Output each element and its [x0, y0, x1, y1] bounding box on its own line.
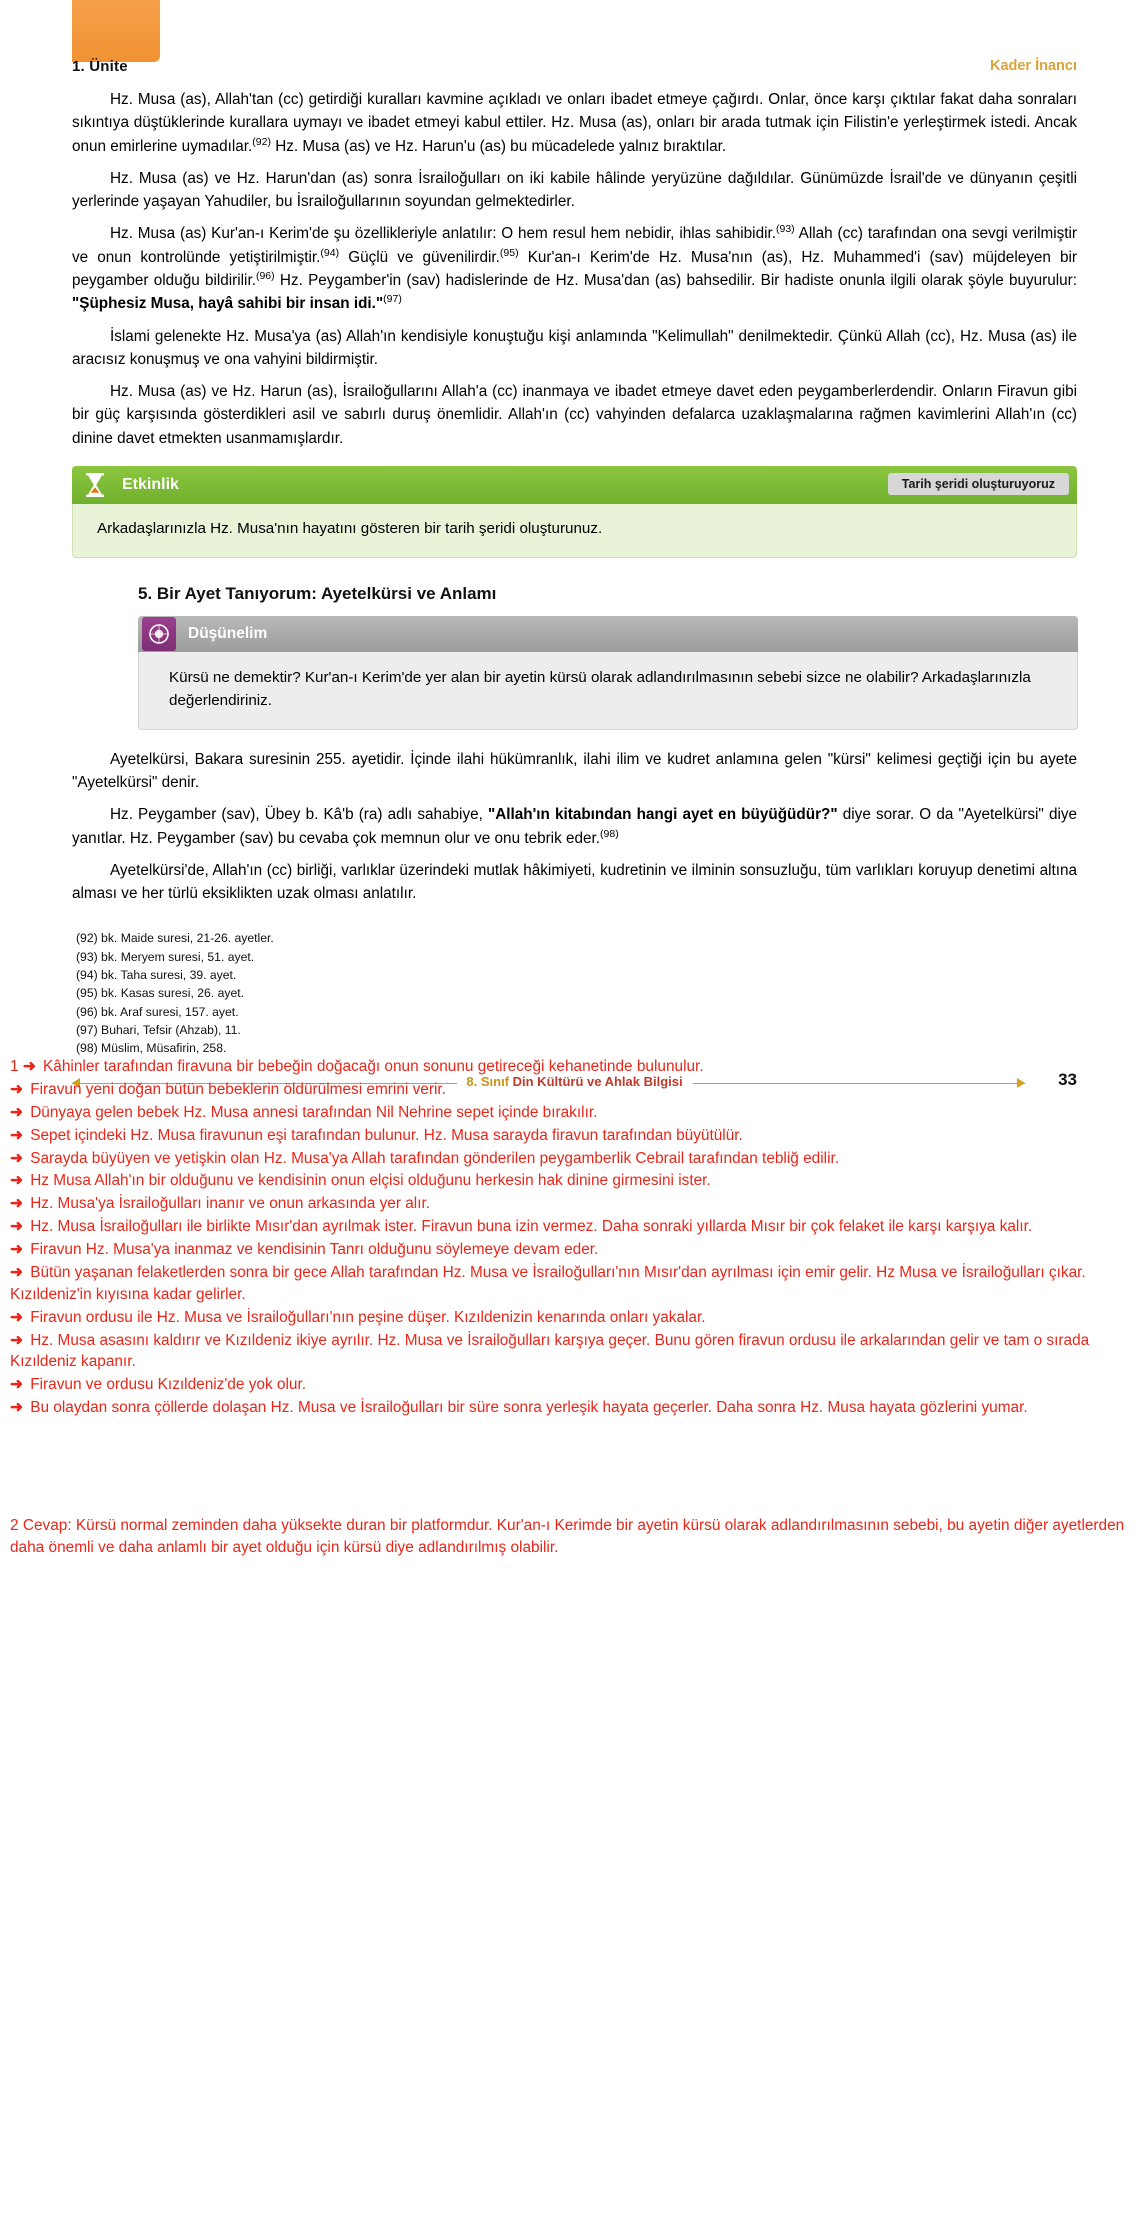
- footnote-ref-97: (97): [383, 293, 402, 306]
- annotation-line: [10, 1262, 1140, 1306]
- annotation-line: [10, 1079, 1140, 1101]
- annotation-text: Hz. Musa'ya İsrailoğulları inanır ve onun arkasında yer alır.: [30, 1195, 431, 1213]
- arrow-right-icon: ➜: [10, 1376, 23, 1394]
- annotation-line: [10, 1125, 1140, 1147]
- annotation-line: [10, 1193, 1140, 1215]
- annotation-line: [10, 1102, 1140, 1124]
- footnote-item: (93) bk. Meryem suresi, 51. ayet.: [76, 949, 255, 964]
- activity-title: Etkinlik: [122, 475, 179, 493]
- paragraph-3-e: Hz. Peygamber'in (sav) hadislerinde de Hz. Musa'dan (as) bahsedilir. Bir hadiste onunla ilgili olarak şöyle buyurulur:: [279, 272, 1077, 290]
- think-box: [138, 616, 1078, 730]
- footnote-item: (97) Buhari, Tefsir (Ahzab), 11.: [76, 1022, 241, 1037]
- annotation-text: Dünyaya gelen bebek Hz. Musa annesi tarafından Nil Nehrine sepet içinde bırakılır.: [30, 1103, 598, 1121]
- arrow-right-icon: ➜: [10, 1195, 23, 1213]
- annotation-text: Bu olaydan sonra çöllerde dolaşan Hz. Musa ve İsrailoğulları bir süre sonra yerleşik hayata geçerler. Daha sonra Hz. Musa hayata gözlerini yumar.: [30, 1399, 1028, 1417]
- thinking-head-icon: [142, 617, 176, 651]
- chapter-label: Kader İnancı: [989, 58, 1077, 74]
- arrow-right-icon: ➜: [10, 1172, 23, 1190]
- annotation-line: [10, 1374, 1140, 1396]
- annotation-answer-2: 2 Cevap: Kürsü normal zeminden daha yüksekte duran bir platformdur. Kur'an-ı Kerimde bir ayetin kürsü olarak adlandırılmasının sebebi, bu ayetin diğer ayetlerden daha önemli ve daha anlamlı bir ayet olduğu için kürsü diye adlandırılmış olabilir.: [10, 1517, 1125, 1557]
- arrow-right-icon: ➜: [10, 1149, 23, 1167]
- annotation-text: Hz. Musa asasını kaldırır ve Kızıldeniz ikiye ayrılır. Hz. Musa ve İsrailoğulları karşıya geçer. Bunu gören firavun ordusu ile arkalarından gelir ve tam o sırada Kızıldeniz kapanır.: [10, 1331, 1090, 1371]
- annotation-line: [10, 1397, 1140, 1419]
- annotation-text: Sarayda büyüyen ve yetişkin olan Hz. Musa'ya Allah tarafından gönderilen peygamberlik Cebrail tarafından tebliğ edilir.: [30, 1149, 840, 1167]
- paragraph-1-tail: Hz. Musa (as) ve Hz. Harun'u (as) bu mücadelede yalnız bıraktılar.: [275, 137, 727, 155]
- annotation-text: Hz Musa Allah'ın bir olduğunu ve kendisinin onun elçisi olduğunu herkesin hak dinine girmesini ister.: [30, 1172, 711, 1190]
- footnote-item: (96) bk. Araf suresi, 157. ayet.: [76, 1004, 239, 1019]
- activity-tag: Tarih şeridi oluşturuyoruz: [888, 473, 1069, 495]
- arrow-right-icon: ➜: [10, 1241, 23, 1258]
- annotation-line: [10, 1239, 1140, 1261]
- main-content: [72, 88, 1077, 1094]
- activity-header: [72, 466, 1077, 504]
- annotation-answer-1: [10, 1056, 1140, 1420]
- think-title: Düşünelim: [188, 624, 268, 642]
- arrow-right-icon: ➜: [10, 1263, 23, 1281]
- footnote-ref-96: (96): [255, 270, 275, 283]
- footnote-ref-95: (95): [499, 246, 519, 259]
- annotation-line: [10, 1170, 1140, 1192]
- footnote-item: (94) bk. Taha suresi, 39. ayet.: [76, 968, 237, 983]
- unit-corner-tab: [72, 0, 160, 62]
- page-number: 33: [1058, 1069, 1077, 1089]
- paragraph-2: Hz. Musa (as) ve Hz. Harun'dan (as) sonra İsrailoğulları on iki kabile hâlinde yeryüzüne dağıldılar. Günümüzde İsrail'de ve dünyanın çeşitli yerlerinde yaşayan Yahudiler, bu İsrailoğullarının soyundan gelmektedirler.: [72, 169, 1077, 211]
- quoted-question: "Allah'ın kitabından hangi ayet en büyüğüdür?": [487, 806, 838, 824]
- annotation-number: 1: [10, 1058, 19, 1075]
- arrow-right-icon: ➜: [10, 1399, 23, 1417]
- paragraph-7: [72, 803, 1077, 850]
- section-heading: 5. Bir Ayet Tanıyorum: Ayetelkürsi ve Anlamı: [138, 583, 497, 603]
- annotation-text: Kâhinler tarafından firavuna bir bebeğin doğacağı onun sonunu getireceği kehanetinde bulunulur.: [43, 1058, 704, 1075]
- annotation-text: Bütün yaşanan felaketlerden sonra bir gece Allah tarafından Hz. Musa ve İsrailoğulları'nın Mısır'dan ayrılması için emir gelir. Hz Musa ve İsrailoğulları çıkar. Kızıldeniz'in kıyısına kadar gelirler.: [10, 1263, 1086, 1303]
- footnote-ref-98: (98): [600, 827, 619, 840]
- paragraph-7-c: diye sorar. O da "Ayetelkürsi" diye yanıtlar. Hz. Peygamber (sav) bu cevaba çok memnun olur ve onu tebrik eder.: [72, 806, 1078, 847]
- footnote-ref-92: (92): [252, 135, 271, 148]
- annotation-text: Firavun yeni doğan bütün bebeklerin öldürülmesi emrini verir.: [30, 1080, 446, 1098]
- paragraph-8: Ayetelkürsi'de, Allah'ın (cc) birliği, varlıklar üzerindeki mutlak hâkimiyeti, kudretinin ve ilminin sonsuzluğu, tüm varlıkları koruyup denetimi altına alması ve her türlü eksiklikten uzak olması anlatılır.: [72, 861, 1077, 903]
- footnote-ref-93: (93): [776, 223, 795, 236]
- arrow-right-icon: ➜: [10, 1126, 23, 1144]
- footer-grade: 8. Sınıf: [466, 1073, 513, 1089]
- footer-course: Din Kültürü ve Ahlak Bilgisi: [512, 1073, 683, 1089]
- arrow-right-icon: ➜: [10, 1103, 23, 1121]
- annotation-line: [10, 1307, 1140, 1329]
- paragraph-4: İslami gelenekte Hz. Musa'ya (as) Allah'ın kendisiyle konuştuğu kişi anlamında "Kelimullah" denilmektedir. Çünkü Allah (cc), Hz. Musa (as) ile aracısız konuşmuş ve ona vahyini bildirmiştir.: [72, 327, 1077, 368]
- page-header: [72, 58, 1077, 75]
- annotation-line: [10, 1216, 1140, 1238]
- activity-body: Arkadaşlarınızla Hz. Musa'nın hayatını gösteren bir tarih şeridi oluşturunuz.: [72, 504, 1077, 558]
- paragraph-3: [72, 222, 1077, 315]
- annotation-text: Hz. Musa İsrailoğulları ile birlikte Mısır'dan ayrılmak ister. Firavun buna izin vermez. Daha sonraki yıllarda Mısır bir çok felaket ile karşı karşıya kalır.: [30, 1218, 1033, 1236]
- paragraph-7-a: Hz. Peygamber (sav), Übey b. Kâ'b (ra) adlı sahabiye,: [110, 806, 483, 824]
- annotation-line: [10, 1056, 1140, 1078]
- annotation-text: Sepet içindeki Hz. Musa firavunun eşi tarafından bulunur. Hz. Musa sarayda firavun tarafından büyütülür.: [30, 1126, 743, 1144]
- footnote-item: (95) bk. Kasas suresi, 26. ayet.: [76, 986, 244, 1001]
- paragraph-1: [72, 88, 1077, 158]
- hourglass-icon: [78, 468, 112, 502]
- arrow-right-icon: ➜: [10, 1080, 23, 1098]
- footnote-ref-94: (94): [320, 246, 340, 259]
- annotation-line: [10, 1148, 1140, 1170]
- paragraph-3-b: Allah (cc) tarafından ona sevgi verilmiştir ve onun kontrolünde yetiştirilmiştir.: [72, 225, 1078, 266]
- annotation-text: Firavun ve ordusu Kızıldeniz'de yok olur.: [30, 1376, 307, 1394]
- arrow-right-icon: ➜: [10, 1308, 23, 1326]
- footnote-item: (98) Müslim, Müsafirin, 258.: [76, 1041, 227, 1056]
- think-body: Kürsü ne demektir? Kur'an-ı Kerim'de yer alan bir ayetin kürsü olarak adlandırılmasının sebebi sizce ne olabilir? Arkadaşlarınızla değerlendiriniz.: [138, 652, 1078, 730]
- footnote-item: (92) bk. Maide suresi, 21-26. ayetler.: [76, 931, 274, 946]
- arrow-right-icon: ➜: [10, 1218, 23, 1236]
- think-header: [138, 616, 1078, 652]
- paragraph-6: Ayetelkürsi, Bakara suresinin 255. ayetidir. İçinde ilahi hükümranlık, ilahi ilim ve kudret anlamına gelen "kürsi" kelimesi geçtiği için bu ayete "Ayetelkürsi" denir.: [72, 750, 1077, 792]
- annotation-text: Firavun ordusu ile Hz. Musa ve İsrailoğulları'nın peşine düşer. Kızıldenizin kenarında onları yakalar.: [30, 1308, 706, 1326]
- hadith-quote: "Şüphesiz Musa, hayâ sahibi bir insan idi.": [72, 295, 384, 313]
- paragraph-3-d: Kur'an-ı Kerim'de Hz. Musa'nın (as), Hz. Muhammed'i (sav) müjdeleyen bir peygamber olduğu bildirilir.: [72, 248, 1077, 290]
- unit-label: 1. Ünite: [72, 58, 128, 75]
- paragraph-1-text: Hz. Musa (as), Allah'tan (cc) getirdiği kuralları kavmine açıkladı ve onları ibadet etmeye çağırdı. Onlar, önce karşı çıktılar fakat daha sonraları sıkıntıya düştüklerinde kurallara uymayı ve ibadet etmeyi kabul ettiler. Hz. Musa (as), onları bir arada tutmak için Filistin'e yerleştirmek istedi. Ancak onun emirlerine uymadılar.: [72, 91, 1077, 155]
- annotation-line: [10, 1330, 1140, 1374]
- paragraph-3-c: Güçlü ve güvenilirdir.: [348, 248, 500, 266]
- arrow-right-icon: ➜: [10, 1331, 23, 1349]
- footnotes: [72, 929, 1077, 1057]
- arrow-right-icon: ➜: [22, 1058, 36, 1075]
- paragraph-3-a: Hz. Musa (as) Kur'an-ı Kerim'de şu özellikleriyle anlatılır: O hem resul hem nebidir, ihlas sahibidir.: [110, 225, 776, 243]
- paragraph-5: Hz. Musa (as) ve Hz. Harun (as), İsrailoğullarını Allah'a (cc) inanmaya ve ibadet etmeye davet eden peygamberlerdendir. Onların Firavun gibi bir güç karşısında gösterdikleri asil ve sabırlı duruş önemlidir. Allah'ın (cc) vahyinden defalarca uzaklaşmalarına rağmen kavimlerini Allah'ın (cc) dinine davet etmekten usanmamışlardır.: [72, 383, 1077, 447]
- activity-box: [72, 466, 1077, 558]
- annotation-text: Firavun Hz. Musa'ya inanmaz ve kendisinin Tanrı olduğunu söylemeye devam eder.: [30, 1241, 599, 1258]
